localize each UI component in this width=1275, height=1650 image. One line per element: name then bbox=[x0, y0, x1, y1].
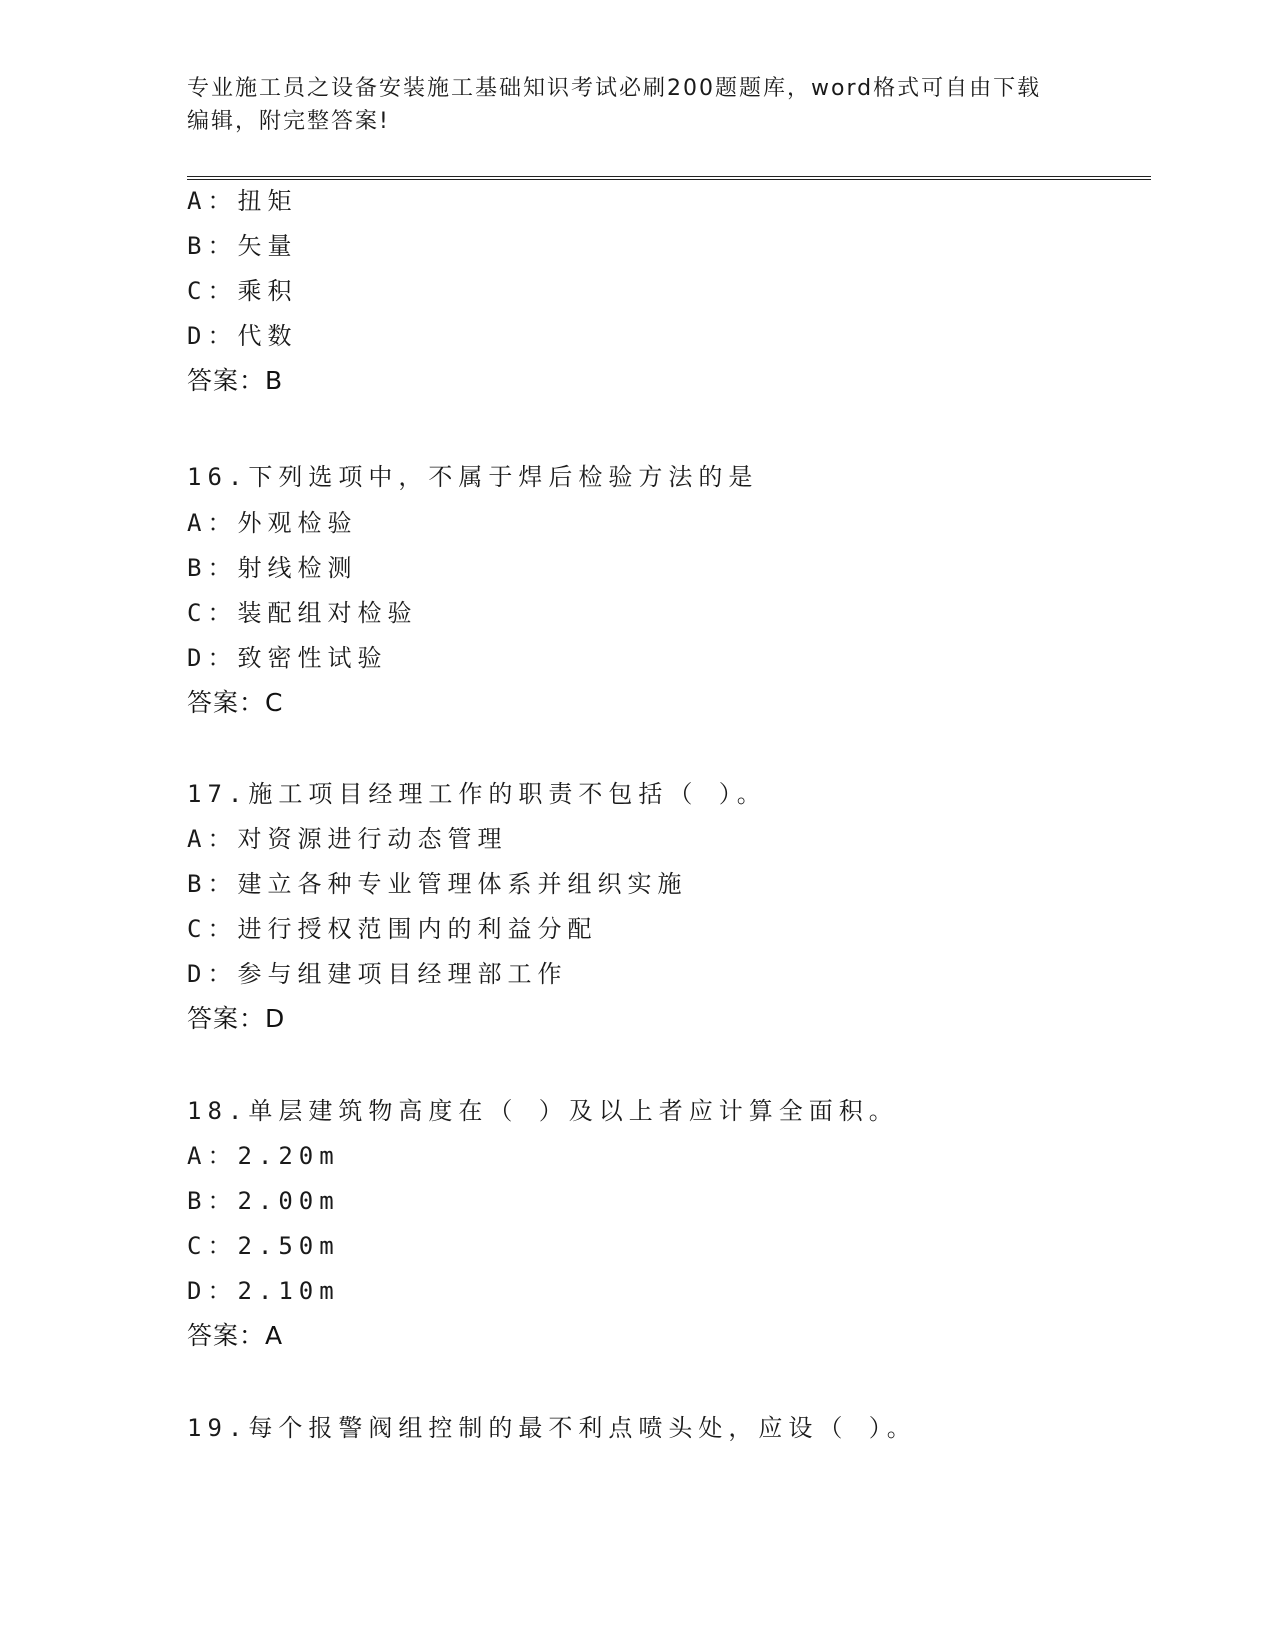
q17-question: 17.施工项目经理工作的职责不包括（ ）。 bbox=[187, 780, 767, 808]
q18-option-d: D：2.10m bbox=[187, 1277, 340, 1305]
header-line-1: 专业施工员之设备安装施工基础知识考试必刷200题题库，word格式可自由下载 bbox=[187, 76, 1042, 101]
q15-option-c: C：乘积 bbox=[187, 277, 298, 305]
q18-option-b: B：2.00m bbox=[187, 1187, 340, 1215]
q18-answer: 答案：A bbox=[187, 1321, 284, 1350]
q18-option-c: C：2.50m bbox=[187, 1232, 340, 1260]
q16-option-c: C：装配组对检验 bbox=[187, 599, 418, 627]
q15-answer: 答案：B bbox=[187, 366, 284, 395]
q16-option-b: B：射线检测 bbox=[187, 554, 358, 582]
q17-answer: 答案：D bbox=[187, 1004, 286, 1033]
q16-option-d: D：致密性试验 bbox=[187, 644, 388, 672]
q19-question: 19.每个报警阀组控制的最不利点喷头处，应设（ ）。 bbox=[187, 1414, 917, 1442]
q17-option-c: C：进行授权范围内的利益分配 bbox=[187, 915, 598, 943]
q17-option-b: B：建立各种专业管理体系并组织实施 bbox=[187, 870, 688, 898]
q15-option-d: D：代数 bbox=[187, 322, 298, 350]
q16-option-a: A：外观检验 bbox=[187, 509, 358, 537]
header-divider bbox=[187, 176, 1151, 180]
q16-answer: 答案：C bbox=[187, 688, 284, 717]
q16-question: 16.下列选项中，不属于焊后检验方法的是 bbox=[187, 463, 759, 491]
q17-option-d: D：参与组建项目经理部工作 bbox=[187, 960, 568, 988]
q15-option-a: A：扭矩 bbox=[187, 187, 298, 215]
header-line-2: 编辑，附完整答案! bbox=[187, 109, 390, 134]
q18-question: 18.单层建筑物高度在（ ）及以上者应计算全面积。 bbox=[187, 1097, 899, 1125]
document-header bbox=[187, 72, 1087, 138]
q18-option-a: A：2.20m bbox=[187, 1142, 340, 1170]
q15-option-b: B：矢量 bbox=[187, 232, 298, 260]
q17-option-a: A：对资源进行动态管理 bbox=[187, 825, 508, 853]
